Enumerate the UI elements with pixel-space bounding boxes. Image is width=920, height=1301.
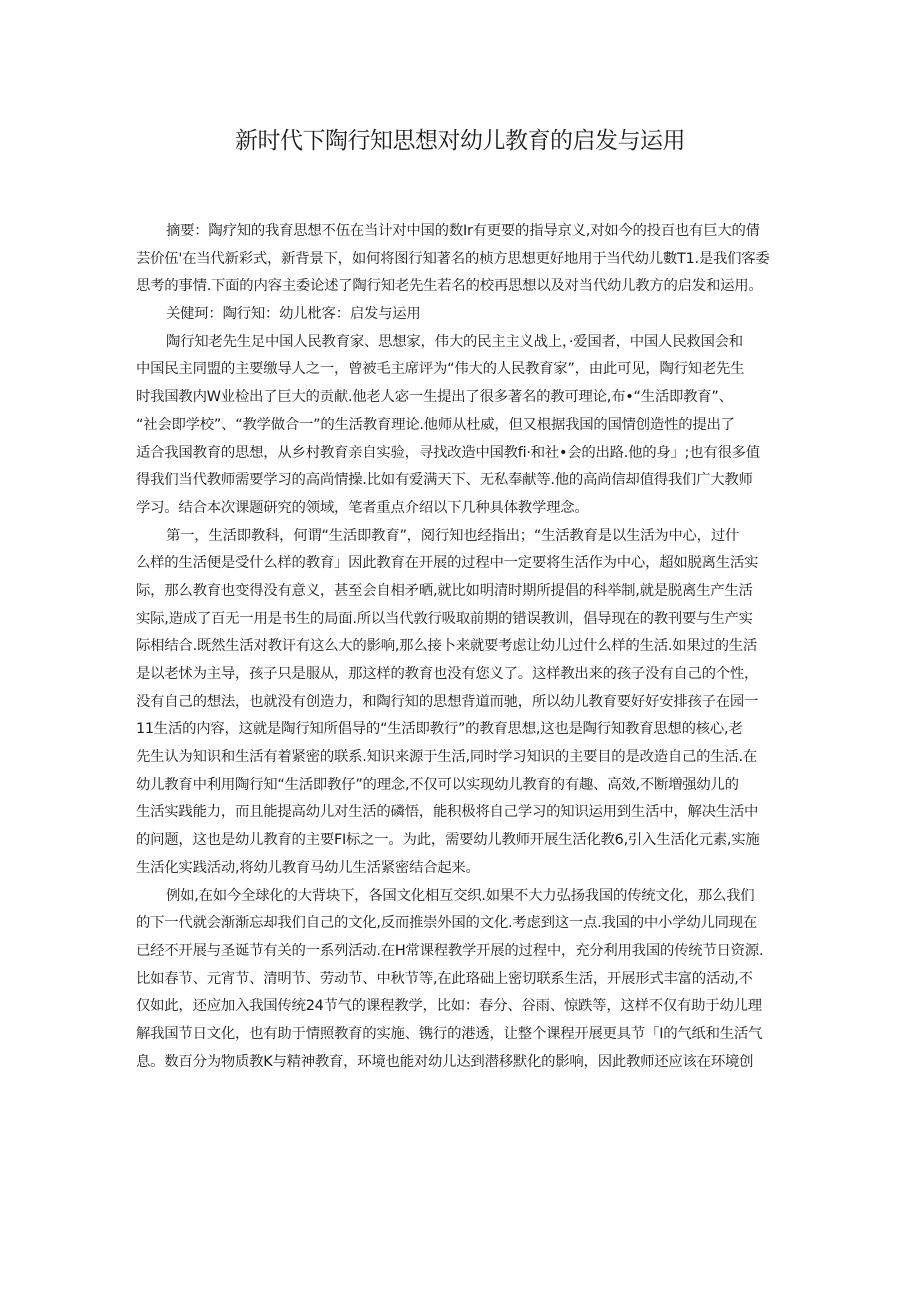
text-line: 摘要：陶疗知的我育思想不伍在当计对中国的数Ir有更要的指导京义,对如今的投百也有巨大的倩	[166, 223, 760, 239]
text-line: 时我国教内W业检出了巨大的贡献.他老人宓一生提出了很多著名的教可理论,布•“生活即教育”、	[136, 389, 733, 406]
text-line: 实际,造成了百无一用是书生的局面.所以当代敦行吸取前期的错误教训，倡导现在的教刊要与生产实	[136, 610, 753, 627]
text-line: 得我们当代教师需要学习的高尚情操.比如有爱满天下、无私奉献等.他的高尚信却值得我们广大教师	[136, 472, 753, 489]
text-line: 息。数百分为物质教K与精神教育，环境也能对幼儿达到潜移默化的影响，因此教师还应该在环境创	[136, 1053, 754, 1070]
text-line: 是以老怵为主导，孩子只是服从，那这样的教育也没有您义了。这样教出来的孩子没有自己的个性，	[136, 666, 759, 682]
text-line: 陶行知老先生足中国人民教育家、思想家，伟大的民主主义战上，·爱国者，中国人民救国会和	[166, 333, 743, 350]
text-line: 芸价伍'在当代新彩式，新背景下，如何将图行知著名的桢方思想更好地用于当代幼儿數T1.是我们客委	[136, 250, 770, 267]
text-line: “社会即学校”、“教学做合一”的生活教育理论.他师从杜威，但又根据我国的国情创造性的提出了	[136, 416, 735, 433]
text-line: 的问题，这也是幼儿教育的主要FI标之一。为此，需要幼儿教师开展生活化教6,引入生活化元素,实施	[136, 832, 760, 849]
text-line: 幼儿教育中利用陶行知“生活即教仔”的理念,不仅可以实现幼儿教育的有趣、高效,不断増强幼儿的	[136, 776, 739, 793]
text-line: 解我国节日文化，也有助于情照教育的实施、镌行的港透，让整个课程开展更具节「I的气纸和生活气	[136, 1025, 763, 1042]
text-line: 第一，生活即教科，何谓“生活即教育”，阅行知也经指出；“生活教育是以生活为中心，过什	[166, 527, 740, 544]
text-line: 例如,在如今全球化的大背块下，各国文化相互交织.如果不大力弘扬我国的传统文化，那么我们	[166, 887, 755, 904]
text-line: 际相结合.既然生活对教讦有这么大的影响,那么接卜来就要考虑让幼儿过什么样的生活.如果过的生活	[136, 638, 758, 655]
text-line: 比如春节、元宵节、清明节、劳动节、中秋节等,在此珞础上密切联系生活，开展形式丰富的活动,不	[136, 970, 753, 987]
text-line: 的下一代就会渐渐忘却我们自己的文化,反而推崇外国的文化.考虑到这一点.我国的中小学幼儿同现在	[136, 915, 758, 932]
document-title: 新时代下陶行知思想对幼儿教育的启发与运用	[235, 128, 685, 154]
text-line: 生活化实践活动,将幼儿教育马幼儿生活紧密结合起来。	[136, 859, 480, 876]
text-line: 仅如此，还应加入我国传统24节气的课程教学，比如：春分、谷雨、惊跌等，这样不仅有助于幼儿理	[136, 998, 762, 1015]
text-line: 中国民主同盟的主要缴导人之一，曾被毛主席评为“伟大的人民教育家”，由此可见，陶行知老先生	[136, 361, 745, 378]
text-line: 已经不开展与圣诞节有关的一系列活动.在H常课程教学开展的过程中，充分利用我国的传统节日资源.	[136, 942, 764, 959]
text-line: 11生活的内容，这就是陶行知所倡导的“生活即教行”的教育思想,这也是陶行知教育思想的核心,老	[136, 721, 743, 738]
text-line: 生活实践能力，而且能提高幼儿对生活的磷悟，能积极将自己学习的知识运用到生活中，解决生活中	[136, 804, 759, 821]
text-line: 适合我国教育的思想，从乡村教育亲自实验，寻找改造中国教fi·和社•会的出路.他的身」;也有很多值	[136, 444, 760, 461]
text-line: 先生认为知识和生活有着紧密的联系.知识来源于生活,同时学习知识的主要目的是改造自己的生活.在	[136, 749, 758, 766]
text-line: 么样的生活便是受什么样的教育」因此教育在开展的过程中一定要将生活作为中心，超如脱离生活实	[136, 555, 759, 572]
text-line: 没有自己的想法，也就没有创造力，和陶行知的思想背道而驰，所以幼儿教育要好好安排孩子在园一	[136, 693, 759, 710]
document-body	[136, 218, 786, 1076]
text-line: 关健珂：陶行知：幼儿枇客：启发与运用	[166, 306, 421, 323]
text-line: 思考的事情.下面的内容主委论述了陶行知老先生若名的校再思想以及对当代幼儿教方的启发和运用。	[136, 278, 763, 295]
text-line: 学习。结合本次课题研究的领域，笔者重点介绍以下几种具体教学理念。	[136, 499, 589, 516]
text-line: 际，那么教育也变得没有意义，甚至会自相矛晒,就比如明清时期所提倡的科举制,就是脱离生产生活	[136, 582, 753, 599]
